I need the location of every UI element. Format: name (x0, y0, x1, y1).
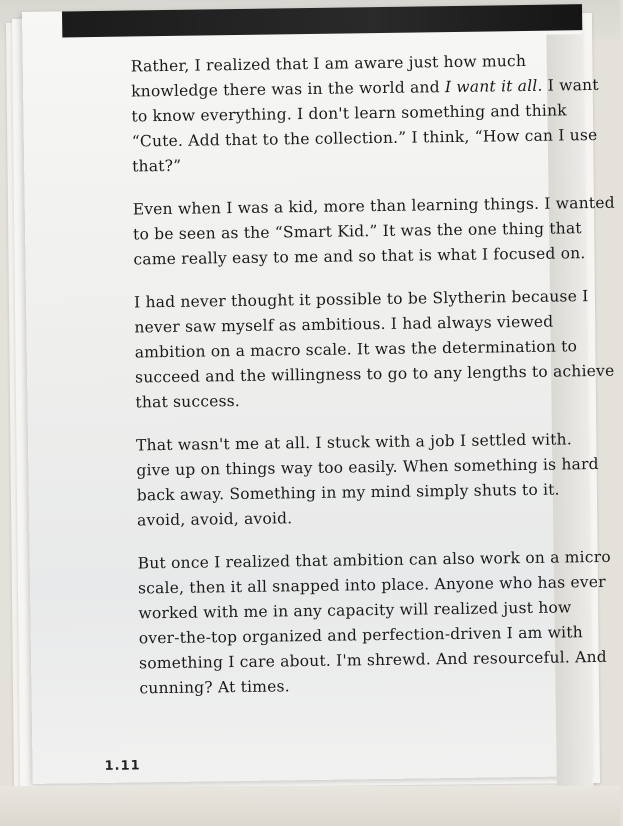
page-number: 1.11 (104, 758, 141, 774)
text-line: back away. Something in my mind simply shuts to it. (136, 480, 560, 505)
paragraph-5 (137, 545, 611, 701)
text-line: That wasn't me at all. I stuck with a job I settled with. (135, 430, 573, 455)
book-page (22, 4, 615, 784)
paragraph-4 (136, 427, 597, 533)
text-line: ambition on a macro scale. It was the determination to (134, 337, 578, 362)
text-line: that?” (132, 156, 182, 176)
text-line: Rather, I realized that I am aware just how much (130, 51, 527, 76)
emphasis-text: I want it all. (444, 76, 543, 97)
text-line: to know everything. I don't learn something and think (131, 101, 567, 126)
paragraph-2 (132, 191, 615, 272)
text-line: to be seen as the “Smart Kid.” It was the one thing that (132, 219, 582, 244)
text-line: something I care about. I'm shrewd. And resourceful. And (138, 647, 607, 673)
text-line: came really easy to me and so that is what I focused on. (133, 244, 586, 269)
text-line: succeed and the willingness to go to any lengths to achieve (134, 361, 615, 387)
paragraph-3 (133, 284, 615, 415)
background-bottom (0, 786, 620, 826)
text-line: But once I realized that ambition can also work on a micro (137, 547, 611, 573)
text-line: I had never thought it possible to be Slytherin because I (133, 287, 589, 312)
text-line: Even when I was a kid, more than learning things. I wanted (132, 193, 615, 219)
text-line: give up on things way too easily. When something is hard (136, 454, 599, 480)
text-line: “Cute. Add that to the collection.” I think, “How can I use (131, 125, 598, 151)
text-line: knowledge there was in the world and I want it all. I want (130, 75, 599, 101)
paragraph-1 (130, 48, 599, 179)
page-body-text (130, 48, 615, 719)
text-line: cunning? At times. (139, 677, 290, 698)
text-line: avoid, avoid, avoid. (136, 509, 293, 530)
text-line: worked with me in any capacity will realized just how (138, 598, 572, 623)
text-line: over-the-top organized and perfection-driven I am with (138, 623, 584, 648)
text-line: that success. (135, 391, 241, 412)
text-line: scale, then it all snapped into place. Anyone who has ever (137, 572, 606, 598)
text-line: never saw myself as ambitious. I had always viewed (134, 312, 554, 337)
